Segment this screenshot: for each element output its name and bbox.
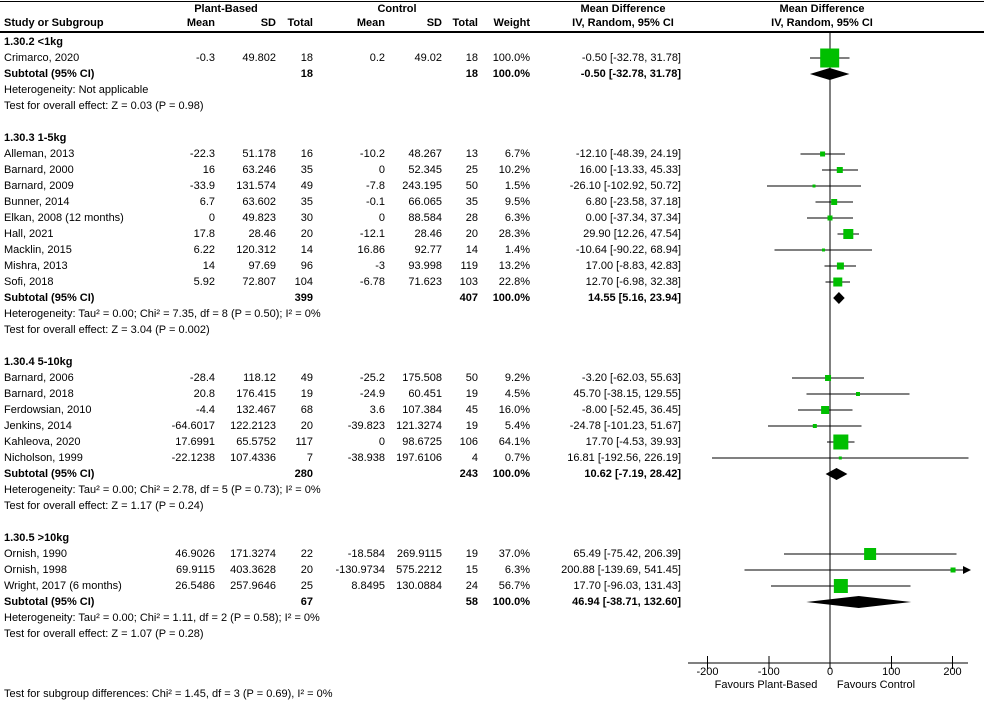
control-mean-value: -6.78 (359, 276, 385, 288)
pb-sd-value: 257.9646 (230, 580, 276, 592)
control-mean-value: 3.6 (369, 404, 385, 416)
subtotal-pb-total: 399 (294, 292, 313, 304)
overall-effect-text: Test for overall effect: Z = 0.03 (P = 0.98) (4, 100, 204, 112)
weight-value: 0.7% (504, 452, 530, 464)
control-sd-value: 197.6106 (396, 452, 442, 464)
favours-left-label: Favours Plant-Based (714, 679, 818, 691)
header-rule (0, 31, 984, 33)
weight-value: 6.3% (504, 212, 530, 224)
study-name: Macklin, 2015 (4, 244, 72, 256)
axis-tick-label: 100 (882, 666, 901, 678)
subtotal-ci-value: -0.50 [-32.78, 31.78] (580, 68, 681, 80)
weight-value: 16.0% (498, 404, 530, 416)
control-total-value: 106 (459, 436, 478, 448)
weight-value: 37.0% (498, 548, 530, 560)
subtotal-control-total: 18 (465, 68, 478, 80)
pb-mean-value: -64.6017 (171, 420, 215, 432)
study-row (0, 402, 984, 418)
study-name: Barnard, 2018 (4, 388, 74, 400)
control-mean-value: -38.938 (347, 452, 385, 464)
study-column-header: Study or Subgroup (4, 17, 104, 29)
subgroup-label: 1.30.2 <1kg (4, 36, 64, 48)
pb-total-value: 20 (300, 564, 313, 576)
subtotal-pb-total: 280 (294, 468, 313, 480)
pb-total-value: 20 (300, 228, 313, 240)
subtotal-label: Subtotal (95% CI) (4, 68, 95, 80)
pb-sd-value: 63.602 (242, 196, 276, 208)
subtotal-ci-value: 14.55 [5.16, 23.94] (588, 292, 681, 304)
subtotal-weight: 100.0% (492, 68, 530, 80)
control-total-value: 28 (465, 212, 478, 224)
mean-difference-plot-header: Mean Difference (779, 3, 865, 15)
study-row (0, 370, 984, 386)
control-sd-value: 269.9115 (396, 548, 442, 560)
heterogeneity-row (0, 482, 984, 498)
control-mean-value: -130.9734 (335, 564, 385, 576)
md-ci-value: 17.00 [-8.83, 42.83] (585, 260, 681, 272)
weight-value: 10.2% (498, 164, 530, 176)
pb-total-value: 49 (300, 372, 313, 384)
control-sd-header: SD (426, 17, 442, 29)
overall-effect-row (0, 626, 984, 642)
heterogeneity-text: Heterogeneity: Tau² = 0.00; Chi² = 1.11, df = 2 (P = 0.58); I² = 0% (4, 612, 320, 624)
weight-header: Weight (493, 17, 530, 29)
study-row (0, 386, 984, 402)
pb-sd-header: SD (260, 17, 276, 29)
control-total-value: 24 (465, 580, 478, 592)
axis-tick-label: 200 (943, 666, 962, 678)
weight-value: 9.5% (504, 196, 530, 208)
md-ci-value: 200.88 [-139.69, 541.45] (561, 564, 681, 576)
overall-effect-text: Test for overall effect: Z = 1.17 (P = 0.24) (4, 500, 204, 512)
control-total-value: 103 (459, 276, 478, 288)
weight-value: 64.1% (498, 436, 530, 448)
control-mean-value: -3 (375, 260, 385, 272)
iv-random-plot-header: IV, Random, 95% CI (771, 17, 873, 29)
study-name: Barnard, 2009 (4, 180, 74, 192)
md-ci-value: -26.10 [-102.92, 50.72] (569, 180, 681, 192)
control-sd-value: 121.3274 (396, 420, 442, 432)
study-row (0, 562, 984, 578)
md-ci-value: -10.64 [-90.22, 68.94] (575, 244, 681, 256)
pb-mean-value: 14 (202, 260, 215, 272)
control-total-value: 25 (465, 164, 478, 176)
subtotal-control-total: 58 (465, 596, 478, 608)
weight-value: 6.3% (504, 564, 530, 576)
subtotal-weight: 100.0% (492, 596, 530, 608)
subtotal-ci-value: 10.62 [-7.19, 28.42] (584, 468, 681, 480)
pb-mean-value: -4.4 (196, 404, 215, 416)
subtotal-label: Subtotal (95% CI) (4, 292, 95, 304)
weight-value: 28.3% (498, 228, 530, 240)
axis-tick-label: 0 (826, 666, 834, 678)
pb-mean-value: 5.92 (193, 276, 215, 288)
md-ci-value: 17.70 [-96.03, 131.43] (573, 580, 681, 592)
subgroup-label: 1.30.3 1-5kg (4, 132, 67, 144)
pb-sd-value: 51.178 (242, 148, 276, 160)
control-group-header: Control (377, 3, 417, 15)
control-sd-value: 575.2212 (396, 564, 442, 576)
pb-sd-value: 118.12 (243, 372, 276, 384)
study-name: Elkan, 2008 (12 months) (4, 212, 124, 224)
control-total-value: 15 (465, 564, 478, 576)
pb-sd-value: 63.246 (242, 164, 276, 176)
control-total-value: 4 (471, 452, 478, 464)
pb-sd-value: 107.4336 (230, 452, 276, 464)
pb-total-value: 20 (300, 420, 313, 432)
pb-sd-value: 131.574 (236, 180, 276, 192)
pb-total-value: 35 (300, 164, 313, 176)
control-mean-value: -18.584 (347, 548, 385, 560)
study-row (0, 210, 984, 226)
md-ci-value: -12.10 [-48.39, 24.19] (575, 148, 681, 160)
md-ci-value: 6.80 [-23.58, 37.18] (585, 196, 681, 208)
pb-total-value: 22 (300, 548, 313, 560)
heterogeneity-text: Heterogeneity: Tau² = 0.00; Chi² = 2.78, df = 5 (P = 0.73); I² = 0% (4, 484, 321, 496)
control-mean-value: -39.823 (347, 420, 385, 432)
control-mean-header: Mean (356, 17, 385, 29)
pb-total-value: 68 (300, 404, 313, 416)
study-row (0, 546, 984, 562)
weight-value: 56.7% (498, 580, 530, 592)
subtotal-label: Subtotal (95% CI) (4, 596, 95, 608)
pb-total-value: 35 (300, 196, 313, 208)
control-total-value: 14 (465, 244, 478, 256)
md-ci-value: 65.49 [-75.42, 206.39] (573, 548, 681, 560)
md-ci-value: 16.00 [-13.33, 45.33] (579, 164, 681, 176)
control-mean-value: 0 (378, 212, 385, 224)
overall-effect-row (0, 98, 984, 114)
md-ci-value: 0.00 [-37.34, 37.34] (585, 212, 681, 224)
pb-total-value: 14 (300, 244, 313, 256)
md-ci-value: 29.90 [12.26, 47.54] (583, 228, 681, 240)
study-name: Nicholson, 1999 (4, 452, 83, 464)
pb-total-value: 96 (300, 260, 313, 272)
study-name: Jenkins, 2014 (4, 420, 72, 432)
pb-total-value: 7 (306, 452, 313, 464)
subgroup-label-row (0, 130, 984, 146)
study-name: Barnard, 2006 (4, 372, 74, 384)
weight-value: 6.7% (504, 148, 530, 160)
control-sd-value: 48.267 (408, 148, 442, 160)
study-name: Kahleova, 2020 (4, 436, 81, 448)
control-mean-value: 0 (378, 436, 385, 448)
control-total-value: 18 (465, 52, 478, 64)
pb-mean-value: 20.8 (193, 388, 215, 400)
study-name: Mishra, 2013 (4, 260, 68, 272)
control-sd-value: 93.998 (408, 260, 442, 272)
control-sd-value: 28.46 (414, 228, 442, 240)
study-name: Crimarco, 2020 (4, 52, 80, 64)
weight-value: 5.4% (504, 420, 530, 432)
control-total-value: 35 (465, 196, 478, 208)
study-row (0, 434, 984, 450)
study-row (0, 162, 984, 178)
md-ci-value: -3.20 [-62.03, 55.63] (581, 372, 681, 384)
control-total-header: Total (452, 17, 478, 29)
control-mean-value: 8.8495 (351, 580, 385, 592)
control-sd-value: 130.0884 (396, 580, 442, 592)
subgroup-label: 1.30.5 >10kg (4, 532, 70, 544)
pb-mean-value: -0.3 (196, 52, 215, 64)
subtotal-row (0, 290, 984, 306)
subtotal-ci-value: 46.94 [-38.71, 132.60] (572, 596, 681, 608)
weight-value: 1.4% (504, 244, 530, 256)
pb-mean-value: 0 (208, 212, 215, 224)
control-mean-value: -10.2 (359, 148, 385, 160)
control-sd-value: 92.77 (414, 244, 442, 256)
pb-total-value: 30 (300, 212, 313, 224)
overall-effect-text: Test for overall effect: Z = 3.04 (P = 0.002) (4, 324, 210, 336)
subtotal-row (0, 66, 984, 82)
control-total-value: 20 (465, 228, 478, 240)
mean-difference-text-header: Mean Difference (580, 3, 666, 15)
subtotal-row (0, 594, 984, 610)
subtotal-weight: 100.0% (492, 292, 530, 304)
control-total-value: 19 (465, 548, 478, 560)
pb-mean-value: 17.8 (193, 228, 215, 240)
pb-sd-value: 122.2123 (230, 420, 276, 432)
pb-total-value: 25 (300, 580, 313, 592)
pb-sd-value: 72.807 (242, 276, 276, 288)
pb-sd-value: 97.69 (248, 260, 276, 272)
control-total-value: 45 (465, 404, 478, 416)
axis-tick-label: -200 (696, 666, 719, 678)
control-total-value: 19 (465, 388, 478, 400)
pb-total-value: 104 (294, 276, 313, 288)
overall-effect-row (0, 498, 984, 514)
weight-value: 4.5% (504, 388, 530, 400)
study-row (0, 450, 984, 466)
study-row (0, 146, 984, 162)
overall-effect-text: Test for overall effect: Z = 1.07 (P = 0.28) (4, 628, 204, 640)
study-row (0, 258, 984, 274)
weight-value: 1.5% (504, 180, 530, 192)
heterogeneity-row (0, 610, 984, 626)
control-mean-value: -24.9 (359, 388, 385, 400)
pb-sd-value: 171.3274 (230, 548, 276, 560)
study-name: Barnard, 2000 (4, 164, 74, 176)
heterogeneity-row (0, 82, 984, 98)
md-ci-value: -0.50 [-32.78, 31.78] (581, 52, 681, 64)
study-row (0, 226, 984, 242)
subtotal-label: Subtotal (95% CI) (4, 468, 95, 480)
weight-value: 100.0% (492, 52, 530, 64)
heterogeneity-text: Heterogeneity: Tau² = 0.00; Chi² = 7.35, df = 8 (P = 0.50); I² = 0% (4, 308, 321, 320)
study-row (0, 418, 984, 434)
pb-total-header: Total (287, 17, 313, 29)
subtotal-control-total: 243 (459, 468, 478, 480)
subtotal-control-total: 407 (459, 292, 478, 304)
study-name: Ornish, 1990 (4, 548, 67, 560)
study-row (0, 178, 984, 194)
md-ci-value: 12.70 [-6.98, 32.38] (585, 276, 681, 288)
study-row (0, 578, 984, 594)
pb-mean-header: Mean (186, 17, 215, 29)
control-sd-value: 49.02 (414, 52, 442, 64)
control-mean-value: -0.1 (366, 196, 385, 208)
column-header-row (0, 16, 984, 30)
study-name: Sofi, 2018 (4, 276, 54, 288)
pb-sd-value: 176.415 (236, 388, 276, 400)
md-ci-value: -24.78 [-101.23, 51.67] (569, 420, 681, 432)
pb-total-value: 49 (300, 180, 313, 192)
pb-mean-value: 17.6991 (175, 436, 215, 448)
subtotal-pb-total: 67 (300, 596, 313, 608)
overall-effect-row (0, 322, 984, 338)
control-mean-value: 16.86 (357, 244, 385, 256)
weight-value: 13.2% (498, 260, 530, 272)
group-header-row (0, 2, 984, 16)
pb-total-value: 18 (300, 52, 313, 64)
study-row (0, 194, 984, 210)
study-name: Ferdowsian, 2010 (4, 404, 92, 416)
pb-mean-value: 6.22 (193, 244, 215, 256)
iv-random-text-header: IV, Random, 95% CI (572, 17, 674, 29)
pb-total-value: 19 (300, 388, 313, 400)
study-row (0, 274, 984, 290)
pb-mean-value: 6.7 (199, 196, 215, 208)
study-row (0, 50, 984, 66)
pb-mean-value: -28.4 (189, 372, 215, 384)
control-total-value: 119 (460, 260, 478, 272)
control-mean-value: -7.8 (366, 180, 385, 192)
study-name: Hall, 2021 (4, 228, 54, 240)
pb-sd-value: 403.3628 (230, 564, 276, 576)
md-ci-value: 16.81 [-192.56, 226.19] (567, 452, 681, 464)
subgroup-label-row (0, 530, 984, 546)
subtotal-row (0, 466, 984, 482)
pb-sd-value: 132.467 (236, 404, 276, 416)
subgroup-label-row (0, 354, 984, 370)
axis-tick-label: -100 (757, 666, 780, 678)
control-mean-value: 0 (378, 164, 385, 176)
control-total-value: 13 (465, 148, 478, 160)
control-sd-value: 98.6725 (402, 436, 442, 448)
control-sd-value: 60.451 (408, 388, 442, 400)
plant-based-group-header: Plant-Based (194, 3, 258, 15)
pb-total-value: 117 (295, 436, 313, 448)
subtotal-weight: 100.0% (492, 468, 530, 480)
control-mean-value: -25.2 (359, 372, 385, 384)
subgroup-difference-test: Test for subgroup differences: Chi² = 1.45, df = 3 (P = 0.69), I² = 0% (4, 688, 333, 700)
pb-sd-value: 49.823 (242, 212, 276, 224)
favours-right-label: Favours Control (836, 679, 916, 691)
control-sd-value: 243.195 (402, 180, 442, 192)
pb-sd-value: 120.312 (236, 244, 276, 256)
pb-total-value: 16 (300, 148, 313, 160)
control-sd-value: 107.384 (402, 404, 442, 416)
control-mean-value: -12.1 (359, 228, 385, 240)
subtotal-pb-total: 18 (300, 68, 313, 80)
pb-sd-value: 49.802 (242, 52, 276, 64)
pb-mean-value: -33.9 (189, 180, 215, 192)
md-ci-value: 17.70 [-4.53, 39.93] (585, 436, 681, 448)
subgroup-label-row (0, 34, 984, 50)
weight-value: 22.8% (498, 276, 530, 288)
pb-mean-value: 46.9026 (175, 548, 215, 560)
control-sd-value: 71.623 (408, 276, 442, 288)
control-total-value: 50 (465, 372, 478, 384)
pb-sd-value: 28.46 (248, 228, 276, 240)
study-name: Wright, 2017 (6 months) (4, 580, 122, 592)
control-total-value: 19 (465, 420, 478, 432)
pb-mean-value: -22.1238 (171, 452, 215, 464)
study-name: Bunner, 2014 (4, 196, 70, 208)
heterogeneity-text: Heterogeneity: Not applicable (4, 84, 149, 96)
pb-mean-value: 69.9115 (176, 564, 215, 576)
top-rule (0, 1, 984, 2)
control-sd-value: 52.345 (408, 164, 442, 176)
control-sd-value: 88.584 (408, 212, 442, 224)
pb-mean-value: 26.5486 (175, 580, 215, 592)
control-mean-value: 0.2 (369, 52, 385, 64)
control-sd-value: 66.065 (408, 196, 442, 208)
pb-sd-value: 65.5752 (236, 436, 276, 448)
pb-mean-value: 16 (202, 164, 215, 176)
weight-value: 9.2% (504, 372, 530, 384)
md-ci-value: 45.70 [-38.15, 129.55] (573, 388, 681, 400)
pb-mean-value: -22.3 (189, 148, 215, 160)
control-sd-value: 175.508 (402, 372, 442, 384)
md-ci-value: -8.00 [-52.45, 36.45] (581, 404, 681, 416)
study-name: Ornish, 1998 (4, 564, 67, 576)
subgroup-label: 1.30.4 5-10kg (4, 356, 73, 368)
heterogeneity-row (0, 306, 984, 322)
control-total-value: 50 (465, 180, 478, 192)
study-row (0, 242, 984, 258)
study-name: Alleman, 2013 (4, 148, 75, 160)
